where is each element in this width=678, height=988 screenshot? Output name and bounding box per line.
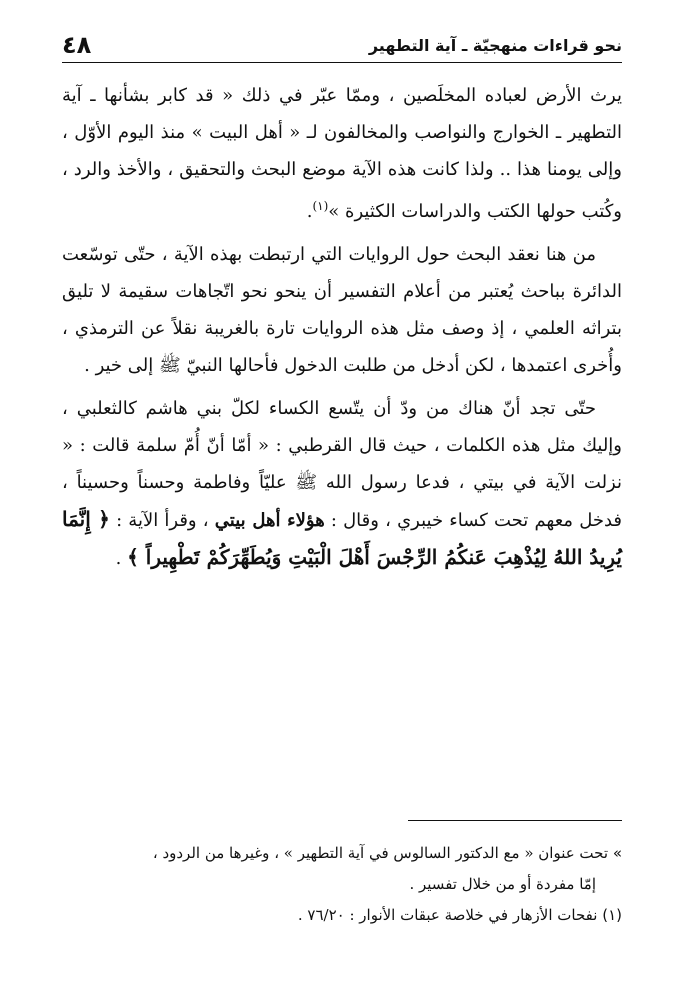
footnote-1 xyxy=(62,900,622,931)
bold-phrase: هؤلاء أهل بيتي xyxy=(214,510,325,531)
footnotes xyxy=(62,838,622,931)
paragraph-3 xyxy=(62,390,622,577)
paragraph-1-text: يرث الأرض لعباده المخلَصين ، وممّا عبّر في ذلك « قد كابر بشأنها ـ آية التطهير ـ الخوارج والنواصب والمخالفون لـ « أهل البيت » منذ اليوم الأوّل ، وإلى يومنا هذا .. ولذا كانت هذه الآية موضع البحث والتحقيق ، والأخذ والرد ، وكُتب حولها الكتب والدراسات الكثيرة » xyxy=(62,85,622,222)
book-page xyxy=(62,28,622,968)
quran-verse: ﴿ إِنَّمَا يُرِيدُ اللهُ لِيُذْهِبَ عَنكُمُ الرِّجْسَ أَهْلَ الْبَيْتِ وَيُطَهِّرَكُمْ تَطْهِيراً ﴾ xyxy=(62,507,622,569)
continuation-line-1: تحت عنوان « مع الدكتور السالوس في آية التطهير » ، وغيرها من الردود ، xyxy=(152,844,609,862)
footnote-separator xyxy=(408,820,622,821)
continuation-line-2: إمّا مفردة أو من خلال تفسير . xyxy=(409,875,596,893)
page-number: ٤٨ xyxy=(62,31,92,59)
paragraph-1 xyxy=(62,77,622,230)
running-title: نحو قراءات منهجيّة ـ آية التطهير xyxy=(368,35,622,55)
footnote-marker-1: (١) xyxy=(312,199,329,213)
paragraph-2: من هنا نعقد البحث حول الروايات التي ارتبطت بهذه الآية ، حتّى توسّعت الدائرة بباحث يُعتبر من أعلام التفسير أن ينحو نحو اتّجاهات سقيمة لا تليق بتراثه العلمي ، إذ وصف مثل هذه الروايات تارة بالغريبة نقلاً عن الترمذي ، وأُخرى اعتمدها ، لكن أدخل من طلبت الدخول فأحالها النبيّ ﷺ إلى خير . xyxy=(62,244,622,376)
paragraph-3-after-bold: ، وقرأ الآية : xyxy=(116,510,209,531)
footnote-continuation xyxy=(62,838,622,869)
footnote-1-text: نفحات الأزهار في خلاصة عبقات الأنوار : ٧٦/٢٠ . xyxy=(297,906,598,924)
paragraph-1-end: . xyxy=(306,201,313,222)
paragraph-3-end: . xyxy=(115,548,122,569)
paragraph-3-text: حتّى تجد أنّ هناك من ودّ أن يتّسع الكساء لكلّ بني هاشم كالثعلبي ، وإليك مثل هذه الكلمات ، حيث قال القرطبي : « أمّا أنّ أُمّ سلمة قالت : « نزلت الآية في بيتي ، فدعا رسول الله ﷺ عليّاً وفاطمة وحسناً وحسيناً ، فدخل معهم تحت كساء خيبري ، وقال : xyxy=(62,398,623,531)
continuation-mark: » xyxy=(612,844,622,862)
page-header xyxy=(62,28,622,63)
footnote-1-number: (١) xyxy=(602,906,622,924)
body-text xyxy=(62,77,622,577)
